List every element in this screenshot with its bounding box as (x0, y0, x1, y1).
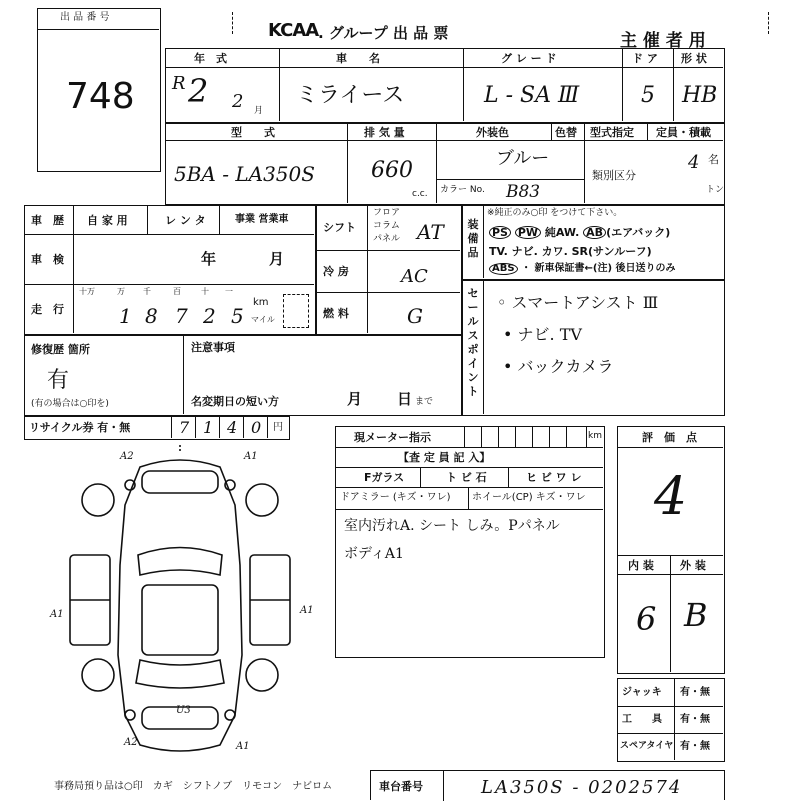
abs-option: ABS (489, 263, 518, 275)
score-label: 評 価 点 (642, 431, 697, 444)
digit-2: 8 (145, 304, 158, 328)
digit-4: 2 (203, 304, 216, 328)
mileage-check-box (283, 294, 309, 328)
notes-until: まで (415, 397, 434, 407)
digit-label-5: 一 (225, 287, 233, 296)
mark-front-left: A2 (120, 451, 134, 462)
score-box (617, 426, 725, 674)
month-unit: 月 (269, 250, 285, 268)
mech-box (316, 205, 462, 335)
repair-note: (有の場合は○印を) (31, 399, 109, 409)
mark-right: A1 (300, 605, 314, 616)
report-box (335, 426, 605, 658)
cc-unit: c.c. (412, 189, 428, 199)
recycle-yen: 円 (273, 422, 283, 433)
doors: 5 (641, 83, 655, 108)
shift-floor: フロア (373, 208, 401, 218)
lot-label: 出 品 番 号 (60, 12, 110, 23)
row1-box (165, 48, 725, 123)
door-label: ド ア (632, 52, 658, 65)
body-type: HB (682, 83, 718, 108)
era: R (172, 73, 186, 94)
shift-column: コラム (373, 221, 400, 231)
capacity-label: 定員・積載 (656, 126, 711, 139)
row2-box (165, 123, 725, 205)
notes-day: 日 (397, 390, 413, 408)
digit-1: 1 (119, 304, 132, 328)
color-no-label: カラー No. (440, 185, 485, 195)
f-glass: Fガラス (364, 471, 405, 484)
name-label: 車 名 (336, 52, 380, 65)
sales-point-3: • バックカメラ (503, 357, 614, 376)
shift-panel: パネル (373, 234, 401, 244)
notes-label: 注意事項 (191, 341, 235, 354)
displacement-value: 660 (371, 158, 413, 183)
recycle-digit-0: 7 (179, 418, 190, 437)
model-designation-label: 型式指定 (590, 126, 634, 139)
digit-label-1: 万 (117, 287, 125, 296)
mark-rear-left: A2 (124, 737, 138, 748)
form-title: . グループ 出 品 票 (318, 24, 449, 42)
remark-2: ボディA1 (344, 546, 404, 562)
windshield (138, 548, 222, 576)
capacity-unit: 名 (708, 153, 719, 166)
lot-number: 748 (66, 76, 135, 117)
extras-box (617, 678, 725, 762)
wheel-cp: ホイール(CP) キズ・ワレ (472, 492, 586, 503)
hibi-ware: ヒ ビ ワ レ (526, 471, 582, 484)
exterior-value: B (684, 596, 708, 634)
door-mirror: ドアミラー (キズ・ワレ) (340, 492, 451, 503)
repair-notes-box (24, 335, 462, 416)
interior-label: 内 装 (628, 559, 654, 572)
repair-label: 修復歴 箇所 (31, 343, 90, 356)
mark-front-right: A1 (244, 451, 258, 462)
fuel-label: 燃 料 (323, 307, 349, 320)
color-change-label: 色替 (555, 126, 577, 139)
ac-label: 冷 房 (323, 265, 349, 278)
meter-label: 現メーター指示 (354, 431, 431, 444)
sales-point-1: ◦ スマートアシスト Ⅲ (497, 293, 659, 312)
lot-box (37, 8, 161, 172)
color-no: B83 (506, 182, 541, 202)
ps-option: PS (489, 226, 511, 239)
chassis-box (370, 770, 725, 800)
displacement-label: 排 気 量 (364, 126, 405, 139)
wheel-rear-left (82, 659, 114, 691)
year-label: 年 式 (194, 52, 227, 65)
chassis-number: LA350S - 0202574 (481, 777, 683, 798)
rear-window (136, 660, 224, 688)
equipment-line2: TV. ナビ. カワ. SR(サンルーフ) (489, 245, 652, 258)
ab-note: (エアバック) (606, 226, 671, 239)
equipment-line1 (489, 226, 670, 239)
wheel-rear-right (246, 659, 278, 691)
interior-value: 6 (636, 600, 657, 638)
spare-yn: 有・無 (680, 741, 710, 752)
equipment-label: 装備品 (467, 218, 479, 259)
mark-rear-right: A1 (236, 741, 250, 752)
class-label: 類別区分 (592, 169, 636, 182)
corner-marker (232, 12, 241, 34)
ac-value: AC (401, 266, 428, 287)
fuel-value: G (407, 304, 423, 328)
month: 2 (232, 91, 244, 112)
digit-label-2: 千 (143, 287, 151, 296)
front-hood (142, 471, 218, 493)
equipment-note: ※純正のみ○印 をつけて下さい。 (487, 208, 623, 218)
shift-value: AT (417, 220, 444, 244)
recycle-box (24, 416, 290, 440)
score-value: 4 (654, 467, 688, 527)
capacity-value: 4 (688, 152, 700, 173)
history-rental: レ ン タ (165, 214, 206, 227)
mile-unit: マイル (251, 315, 275, 324)
chassis-label: 車台番号 (379, 780, 423, 793)
recycle-digit-2: 4 (227, 418, 238, 437)
color-value: ブルー (496, 148, 550, 169)
usage-label: 主 催 者 用 (620, 31, 706, 51)
jack-label: ジャッキ (622, 687, 662, 698)
sales-box (462, 280, 725, 416)
ab-option: AB (583, 226, 606, 239)
history-business: 事業 営業車 (235, 214, 289, 225)
history-label: 車 歴 (31, 214, 64, 227)
car-diagram (30, 445, 330, 765)
remark-1: 室内汚れA. シート しみ。Pパネル (344, 518, 560, 534)
mark-left: A1 (50, 609, 64, 620)
recycle-label: リサイクル券 有・無 (29, 421, 131, 434)
history-private: 自 家 用 (87, 214, 128, 227)
exterior-label: 外 装 (680, 559, 706, 572)
digit-3: 7 (175, 304, 188, 328)
keys-note: 事務局預り品は○印 カギ シフトノブ リモコン ナビロム (54, 781, 333, 792)
mileage-label: 走 行 (31, 303, 64, 316)
jack-yn: 有・無 (680, 687, 710, 698)
recycle-digit-3: 0 (251, 418, 262, 437)
year-unit: 年 (201, 250, 217, 268)
km-unit: km (253, 297, 269, 308)
kcaa-logo: KCAA (268, 20, 319, 41)
tobi-ishi: ト ビ 石 (446, 471, 487, 484)
tools-label: 工 具 (622, 714, 662, 725)
equipment-box (462, 205, 725, 280)
car-name: ミライース (296, 83, 405, 108)
model-value: 5BA - LA350S (174, 162, 315, 186)
year: 2 (188, 72, 209, 110)
sales-point-2: • ナビ. TV (503, 325, 582, 344)
inspection-label: 車 検 (31, 253, 64, 266)
spare-label: スペアタイヤ (620, 741, 674, 751)
body-label: 形 状 (681, 52, 707, 65)
ton-unit: トン (706, 185, 725, 195)
shift-label: シフト (323, 221, 356, 234)
warranty-note: ・ 新車保証書←(注) 後日送りのみ (521, 263, 676, 274)
grade: L - SA Ⅲ (484, 83, 580, 108)
meter-unit: km (588, 431, 602, 441)
digit-label-3: 百 (173, 287, 181, 296)
model-label: 型 式 (231, 126, 275, 139)
repair-value: 有 (47, 368, 70, 393)
sales-label: セールスポイント (467, 287, 479, 398)
wheel-front-right (246, 484, 278, 516)
roof (142, 585, 218, 655)
digit-label-4: 十 (201, 287, 209, 296)
month-suffix: 月 (254, 106, 264, 116)
color-label: 外装色 (476, 126, 509, 139)
corner-marker (768, 12, 777, 34)
notes-month: 月 (347, 390, 363, 408)
digit-5: 5 (231, 304, 244, 328)
mark-rear-u: U3 (176, 705, 191, 716)
grade-label: グ レ ー ド (501, 52, 557, 65)
pw-option: PW (515, 226, 541, 239)
recycle-digit-1: 1 (203, 418, 214, 437)
wheel-front-left (82, 484, 114, 516)
history-box (24, 205, 316, 335)
name-change-label: 名変期日の短い方 (191, 395, 279, 408)
equipment-line3 (489, 263, 676, 275)
tools-yn: 有・無 (680, 714, 710, 725)
aw-option: 純AW. (544, 226, 580, 239)
digit-label-0: 十万 (79, 287, 95, 296)
inspector-label: 【査 定 員 記 入】 (398, 451, 491, 464)
